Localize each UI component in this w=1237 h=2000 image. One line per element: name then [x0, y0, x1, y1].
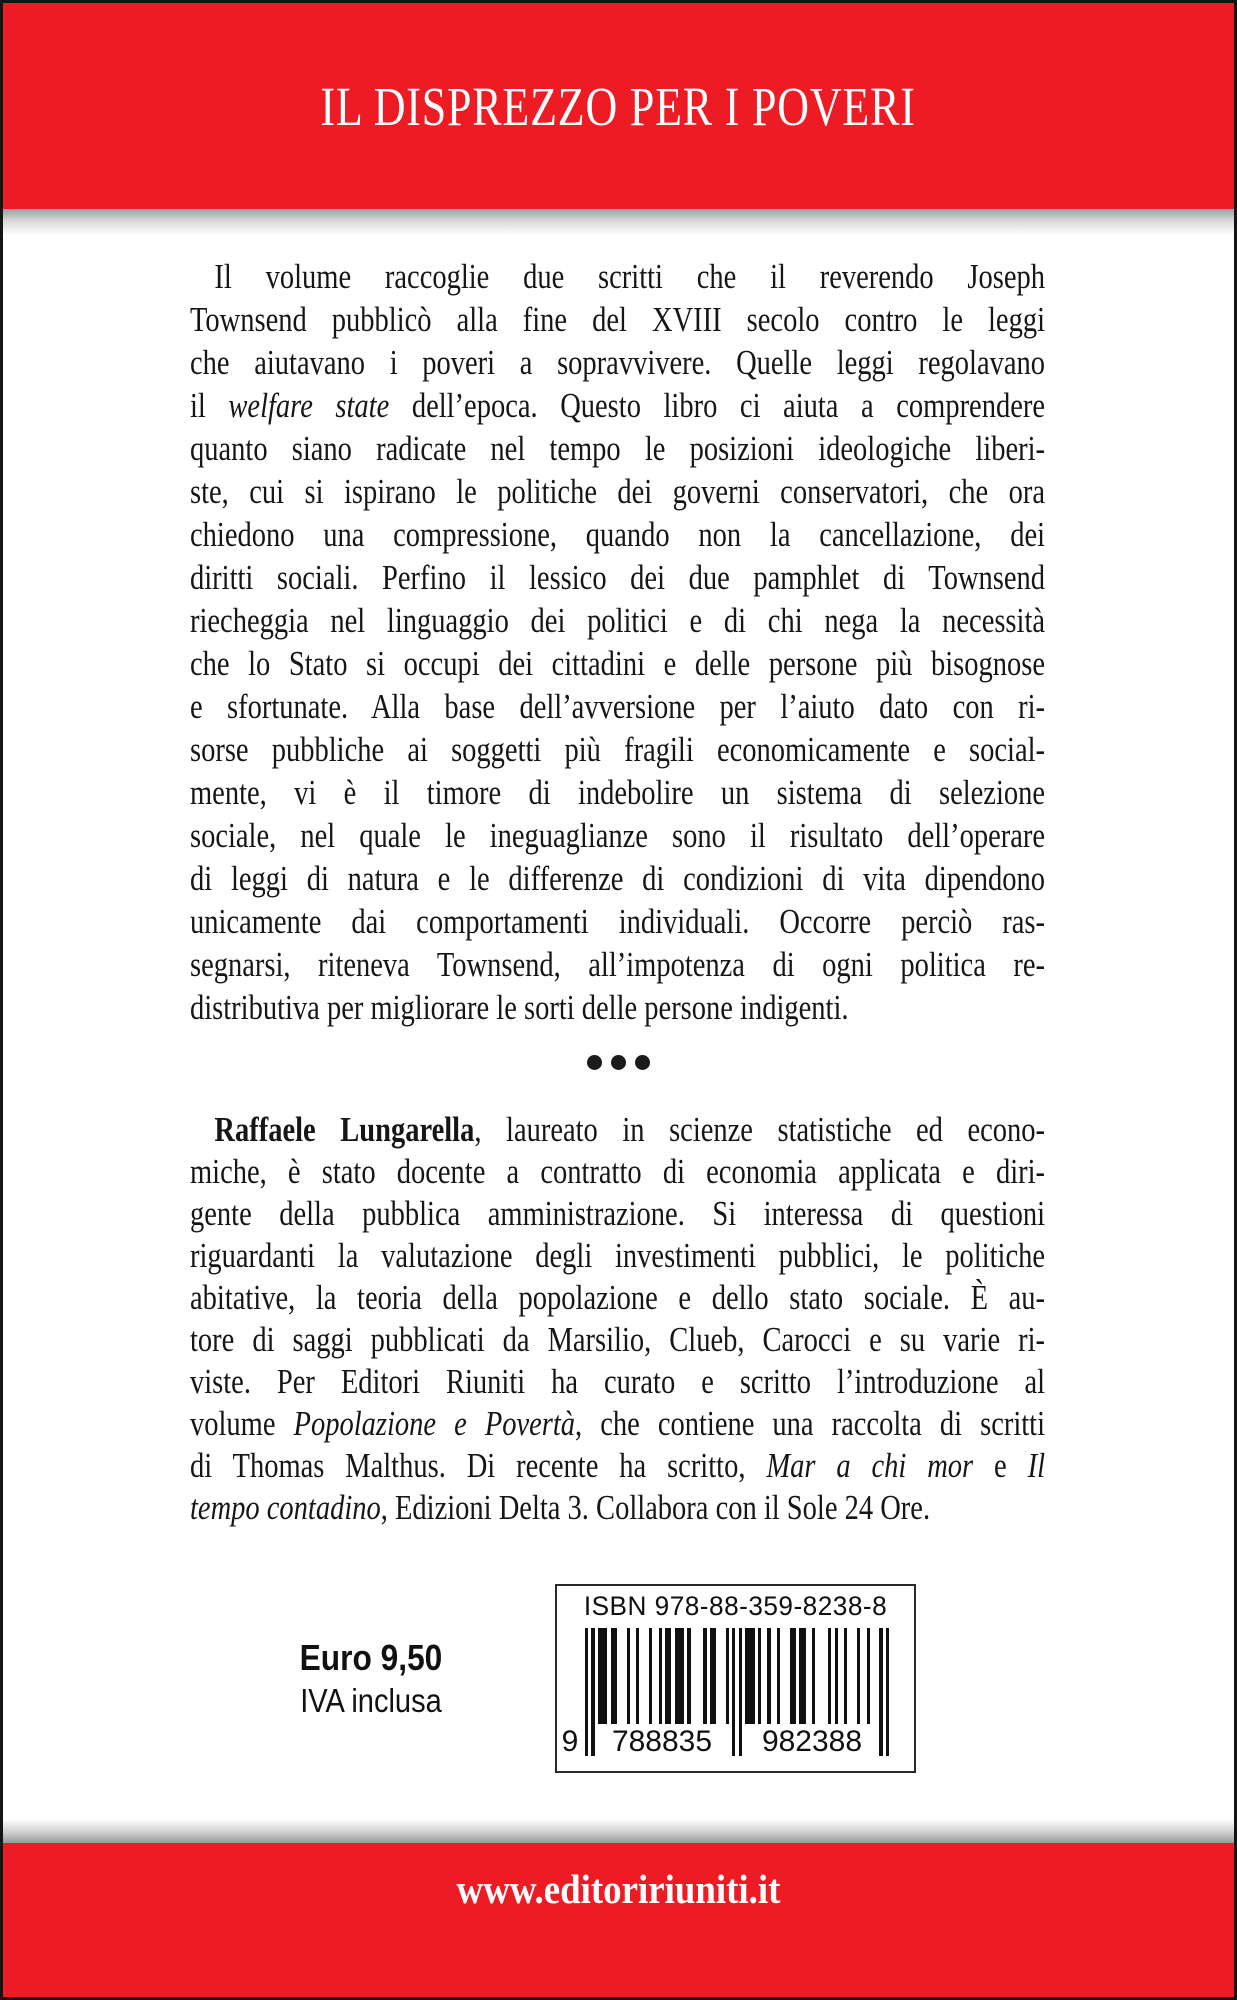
barcode-digits-left: 788835: [611, 1725, 713, 1758]
barcode-bar: [799, 1628, 805, 1724]
separator-dot-icon: [587, 1055, 602, 1070]
barcode-bar: [665, 1628, 671, 1724]
text-line: segnarsi, riteneva Townsend, all’impotenza di ogni politica re-: [190, 945, 1046, 984]
barcode-bar: [790, 1628, 796, 1724]
ean-barcode: [557, 1628, 914, 1768]
text-line: sorse pubbliche ai soggetti più fragili economicamente e social-: [190, 730, 1046, 769]
text-line: che aiutavano i poveri a sopravvivere. Quelle leggi regolavano: [190, 343, 1046, 382]
barcode-bar: [687, 1628, 690, 1724]
barcode-bar: [844, 1628, 847, 1724]
barcode-bar: [828, 1628, 831, 1724]
barcode-bar: [649, 1628, 652, 1724]
text-line: viste. Per Editori Riuniti ha curato e scritto l’introduzione al: [190, 1362, 1046, 1401]
text-line: di Thomas Malthus. Di recente ha scritto, Mar a chi mor e Il: [190, 1446, 1046, 1485]
text-line: miche, è stato docente a contratto di economia applicata e diri-: [190, 1152, 1046, 1191]
text-line: e sfortunate. Alla base dell’avversione per l’aiuto dato con ri-: [190, 687, 1046, 726]
text-line: il welfare state dell’epoca. Questo libro ci aiuta a comprendere: [190, 386, 1046, 425]
text-line: Townsend pubblicò alla fine del XVIII secolo contro le leggi: [190, 300, 1046, 339]
top-band-shadow: [3, 209, 1234, 235]
barcode-bars: [561, 1628, 889, 1760]
barcode-bar: [835, 1628, 838, 1724]
barcode-bar: [777, 1628, 780, 1724]
text-line: chiedono una compressione, quando non la cancellazione, dei: [190, 515, 1046, 554]
author-bio-paragraph: [190, 1109, 1045, 1529]
isbn-label: ISBN 978-88-359-8238-8: [583, 1591, 888, 1621]
barcode-bar: [879, 1628, 882, 1756]
text-line: volume Popolazione e Povertà, che contiene una raccolta di scritti: [190, 1404, 1046, 1443]
text-line: Il volume raccoglie due scritti che il reverendo Joseph: [214, 257, 1046, 296]
barcode-bar: [726, 1628, 729, 1724]
synopsis-paragraph: [190, 255, 1045, 1029]
barcode-bar: [591, 1628, 594, 1756]
vat-note: IVA inclusa: [300, 1682, 442, 1719]
text-line: Raffaele Lungarella, laureato in scienze statistiche ed econo-: [214, 1110, 1046, 1149]
barcode-bar: [585, 1628, 588, 1756]
barcode-bar: [636, 1628, 639, 1724]
book-title: IL DISPREZZO PER I POVERI: [320, 75, 917, 137]
text-line: mente, vi è il timore di indebolire un sistema di selezione: [190, 773, 1046, 812]
title-band: [3, 3, 1234, 209]
separator-dot-icon: [611, 1055, 626, 1070]
text-line: gente della pubblica amministrazione. Si interessa di questioni: [190, 1194, 1046, 1233]
barcode-bar: [710, 1628, 716, 1724]
text-line: riecheggia nel linguaggio dei politici e di chi nega la necessità: [190, 601, 1046, 640]
text-line: quanto siano radicate nel tempo le posizioni ideologiche liberi-: [190, 429, 1046, 468]
text-line: distributiva per migliorare le sorti delle persone indigenti.: [190, 988, 849, 1027]
barcode-bar: [598, 1628, 608, 1724]
separator-dots: [3, 1055, 1234, 1070]
text-line: riguardanti la valutazione degli investimenti pubblici, le politiche: [190, 1236, 1046, 1275]
barcode-bar: [812, 1628, 815, 1724]
barcode-bar: [886, 1628, 889, 1756]
barcode-bar: [659, 1628, 662, 1724]
text-line: che lo Stato si occupi dei cittadini e delle persone più bisognose: [190, 644, 1046, 683]
barcode-bar: [745, 1628, 755, 1724]
barcode-bar: [857, 1628, 860, 1724]
isbn-box: [555, 1584, 916, 1773]
price-block: [271, 1635, 471, 1721]
publisher-website: www.editoririuniti.it: [456, 1866, 781, 1912]
barcode-bar: [675, 1628, 685, 1724]
barcode-bar: [732, 1628, 735, 1756]
barcode-bar: [758, 1628, 761, 1724]
separator-dot-icon: [635, 1055, 650, 1070]
price-amount: Euro 9,50: [299, 1637, 443, 1678]
text-line: tore di saggi pubblicati da Marsilio, Clueb, Carocci e su varie ri-: [190, 1320, 1046, 1359]
bottom-band-shadow: [3, 1819, 1234, 1843]
barcode-bar: [739, 1628, 742, 1756]
barcode-bar: [867, 1628, 870, 1724]
barcode-bar: [703, 1628, 706, 1724]
text-line: diritti sociali. Perfino il lessico dei due pamphlet di Townsend: [190, 558, 1046, 597]
text-line: di leggi di natura e le differenze di condizioni di vita dipendono: [190, 859, 1046, 898]
footer-band: [3, 1843, 1234, 1997]
text-line: unicamente dai comportamenti individuali. Occorre perciò ras-: [190, 902, 1046, 941]
text-line: tempo contadino, Edizioni Delta 3. Collabora con il Sole 24 Ore.: [190, 1488, 931, 1527]
barcode-bar: [611, 1628, 617, 1724]
barcode-bar: [767, 1628, 770, 1724]
text-line: sociale, nel quale le ineguaglianze sono il risultato dell’operare: [190, 816, 1046, 855]
barcode-digit-first: 9: [561, 1725, 579, 1758]
barcode-bar: [627, 1628, 630, 1724]
barcode-digits-right: 982388: [761, 1725, 863, 1758]
text-line: abitative, la teoria della popolazione e dello stato sociale. È au-: [190, 1278, 1046, 1317]
text-line: ste, cui si ispirano le politiche dei governi conservatori, che ora: [190, 472, 1046, 511]
